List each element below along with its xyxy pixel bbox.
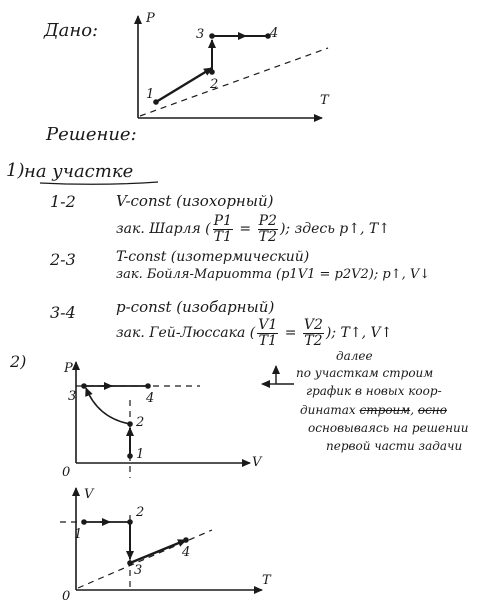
f34-den-right: T2 <box>304 332 323 349</box>
pv-axis-v-label: V <box>252 455 262 470</box>
segment-1-2-title: V-const (изохорный) <box>116 192 274 210</box>
vt-axis-t-label: T <box>262 573 271 588</box>
pv-graph <box>76 362 250 478</box>
vt-point-4-label: 4 <box>182 545 191 560</box>
f12-den-right: T2 <box>258 228 277 245</box>
segment-3-4-law: зак. Гей-Люссака ( $\frac{V1}{T1}$ = $\frac{V2}{T2}$ ); T↑, V↑ <box>116 317 393 349</box>
segment-3-4-range: 3-4 <box>50 303 76 322</box>
given-point-2 <box>209 69 215 75</box>
section-underline <box>40 182 158 184</box>
part1-number: 1) <box>6 160 25 181</box>
f34-den-left: T1 <box>258 332 277 349</box>
given-dashed-line <box>140 48 328 116</box>
vt-graph <box>60 488 262 590</box>
pv-origin-label: 0 <box>62 465 71 480</box>
given-axis-p-label: P <box>146 11 155 26</box>
pv-point-1 <box>127 453 133 459</box>
f34-num-right: V2 <box>303 317 323 333</box>
pv-point-4 <box>145 383 151 389</box>
note-line-5: основываясь на решении <box>308 421 469 435</box>
given-point-3-label: 3 <box>196 27 205 42</box>
pv-point-2 <box>127 421 133 427</box>
note-pointer-arrow <box>262 366 294 384</box>
f12-num-left: P1 <box>213 213 232 229</box>
note-line-4: динатах строим, осно <box>300 403 447 417</box>
note-line-1: далее <box>336 349 373 363</box>
segment-2-3-tail: p↑, V↓ <box>382 267 431 282</box>
given-axis-t-label: T <box>320 93 329 108</box>
given-point-3 <box>209 33 215 39</box>
segment-2-3-formula: (p1V1 = p2V2); <box>276 267 379 282</box>
given-point-1-label: 1 <box>146 87 155 102</box>
segment-2-3-title: T-const (изотермический) <box>116 249 310 265</box>
note-struck-word-1: строим <box>359 403 411 417</box>
f12-den-left: T1 <box>213 228 232 245</box>
segment-2-3-range: 2-3 <box>50 250 76 269</box>
vt-point-2-label: 2 <box>136 505 145 520</box>
given-pt-graph <box>138 16 328 118</box>
vt-point-1 <box>81 519 87 525</box>
vt-axis-v-label: V <box>84 487 94 502</box>
pv-point-3-label: 3 <box>68 389 77 404</box>
note-line-3: график в новых коор- <box>306 384 442 398</box>
pv-point-4-label: 4 <box>146 391 155 406</box>
pv-point-3 <box>81 383 87 389</box>
given-label: Дано: <box>44 20 99 41</box>
segment-3-4-tail: ; T↑, V↑ <box>331 325 393 342</box>
segment-2-3-law: зак. Бойля-Мариотта (p1V1 = p2V2); p↑, V↓ <box>116 267 431 282</box>
solution-title: Решение: <box>46 124 137 145</box>
vt-point-2 <box>127 519 133 525</box>
given-point-2-label: 2 <box>210 77 219 92</box>
pv-point-2-label: 2 <box>136 415 145 430</box>
segment-3-4-title: p-const (изобарный) <box>116 298 275 316</box>
pv-point-1-label: 1 <box>136 447 145 462</box>
vt-origin-label: 0 <box>62 589 71 604</box>
vt-point-3 <box>127 560 133 566</box>
vt-point-4 <box>183 537 189 543</box>
note-line-2: по участкам строим <box>296 366 434 380</box>
vt-process-3-4 <box>130 540 186 563</box>
part2-number: 2) <box>10 352 27 371</box>
note-struck-word-2: осно <box>417 403 447 417</box>
pv-axis-p-label: P <box>64 361 73 376</box>
f34-num-left: V1 <box>258 317 278 333</box>
given-point-4-label: 4 <box>270 26 279 41</box>
segment-1-2-range: 1-2 <box>50 192 76 211</box>
pv-process-2-3 <box>86 388 130 424</box>
segment-1-2-tail: ; здесь p↑, T↑ <box>285 221 390 238</box>
f12-num-right: P2 <box>258 213 277 229</box>
note-line-6: первой части задачи <box>326 439 463 453</box>
vt-point-1-label: 1 <box>74 527 83 542</box>
part1-heading: на участке <box>24 161 134 182</box>
vt-dashed-line <box>78 530 212 588</box>
given-process-1-2 <box>156 68 212 102</box>
segment-1-2-law: зак. Шарля ( $\frac{P1}{T1}$ = $\frac{P2}{T2}$ ); здесь p↑, T↑ <box>116 213 390 245</box>
vt-point-3-label: 3 <box>134 563 143 578</box>
